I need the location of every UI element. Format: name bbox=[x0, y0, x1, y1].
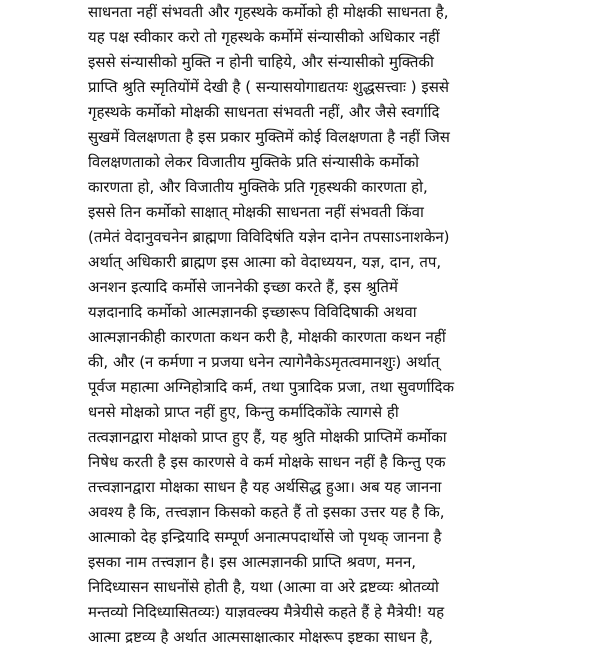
text-line: तत्वज्ञानद्वारा मोक्षको प्राप्त हुए हैं, यह श्रुति मोक्षकी प्राप्तिमें कर्मोका bbox=[88, 428, 447, 446]
text-line: प्राप्ति श्रुति स्मृतियोंमें देखी है ( सन्यासयोगाद्यतयः शुद्धसत्त्वाः ) इससे bbox=[88, 78, 449, 96]
text-line: निदिध्यासन साधनोंसे होती है, यथा (आत्मा वा अरे द्रष्टव्यः श्रोतव्यो bbox=[88, 578, 439, 596]
text-line: निषेध करती है इस कारणसे वे कर्म मोक्षके साधन नहीं है किन्तु एक bbox=[88, 453, 446, 471]
text-line: तत्त्वज्ञानद्वारा मोक्षका साधन है यह अर्थसिद्ध हुआ। अब यह जानना bbox=[88, 478, 442, 496]
text-line: (तमेतं वेदानुवचनेन ब्राह्मणा विविदिषंति यज्ञेन दानेन तपसाऽनाशकेन) bbox=[88, 228, 450, 246]
text-line: इसका नाम तत्त्वज्ञान है। इस आत्मज्ञानकी प्राप्ति श्रवण, मनन, bbox=[88, 553, 417, 571]
body-text bbox=[88, 0, 528, 650]
text-line: इससे संन्यासीको मुक्ति न होनी चाहिये, और संन्यासीको मुक्तिकी bbox=[88, 53, 434, 71]
text-line: की, और (न कर्मणा न प्रजया धनेन त्यागेनैकेऽमृतत्वमानशुः) अर्थात् bbox=[88, 353, 440, 371]
text-line: सुखमें विलक्षणता है इस प्रकार मुक्तिमें कोई विलक्षणता है नहीं जिस bbox=[88, 128, 450, 146]
text-line: धनसे मोक्षको प्राप्त नहीं हुए, किन्तु कर्मादिकोंके त्यागसे ही bbox=[88, 403, 399, 421]
text-line: आत्मज्ञानकीही कारणता कथन करी है, मोक्षकी कारणता कथन नहीं bbox=[88, 328, 446, 346]
text-line: अवश्य है कि, तत्त्वज्ञान किसको कहते हैं तो इसका उत्तर यह है कि, bbox=[88, 503, 445, 521]
text-line: साधनता नहीं संभवती और गृहस्थके कर्मोको ही मोक्षकी साधनता है, bbox=[88, 3, 449, 21]
text-line: गृहस्थके कर्मोको मोक्षकी साधनता संभवती नहीं, और जैसे स्वर्गादि bbox=[88, 103, 440, 121]
text-line: यह पक्ष स्वीकार करो तो गृहस्थके कर्मोमें संन्यासीको अधिकार नहीं bbox=[88, 28, 440, 46]
text-line: मन्तव्यो निदिध्यासितव्यः) याज्ञवल्क्य मैत्रेयीसे कहते हैं हे मैत्रेयी! यह bbox=[88, 603, 445, 621]
text-line: आत्मा द्रष्टव्य है अर्थात आत्मसाक्षात्कार मोक्षरूप इष्टका साधन है, bbox=[88, 628, 433, 646]
text-line: अनशन इत्यादि कर्मोसे जाननेकी इच्छा करते हैं, इस श्रुतिमें bbox=[88, 278, 398, 296]
text-line: यज्ञदानादि कर्मोको आत्मज्ञानकी इच्छारूप विविदिषाकी अथवा bbox=[88, 303, 417, 321]
text-line: विलक्षणताको लेकर विजातीय मुक्तिके प्रति संन्यासीके कर्मोको bbox=[88, 153, 420, 171]
text-line: पूर्वज महात्मा अग्निहोत्रादि कर्म, तथा पुत्रादिक प्रजा, तथा सुवर्णादिक bbox=[88, 378, 455, 396]
text-line: कारणता हो, और विजातीय मुक्तिके प्रति गृहस्थकी कारणता हो, bbox=[88, 178, 428, 196]
text-line: इससे तिन कर्मोको साक्षात् मोक्षकी साधनता नहीं संभवती किंवा bbox=[88, 203, 424, 221]
text-line: आत्माको देह इन्द्रियादि सम्पूर्ण अनात्मपदार्थोसे जो पृथक् जानना है bbox=[88, 528, 442, 546]
text-line: अर्थात् अधिकारी ब्राह्मण इस आत्मा को वेदाध्ययन, यज्ञ, दान, तप, bbox=[88, 253, 442, 271]
